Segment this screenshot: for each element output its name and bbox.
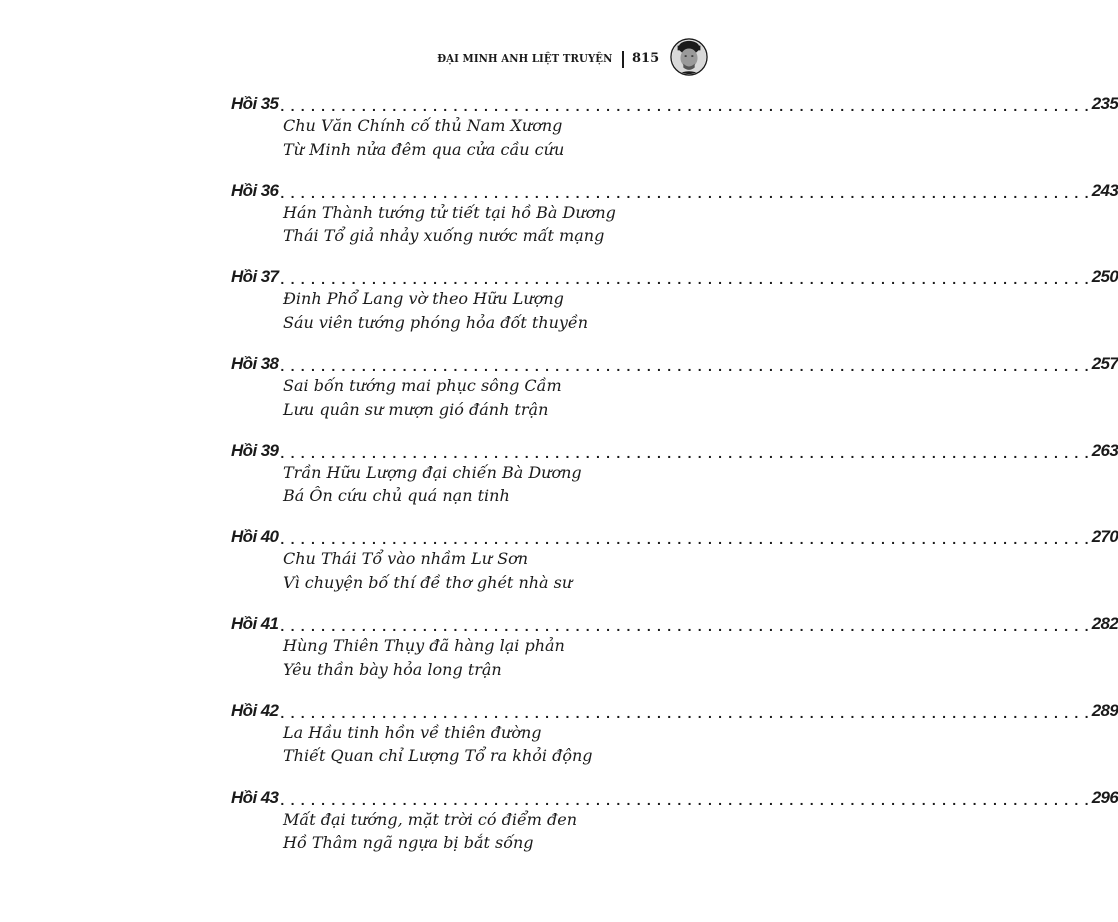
toc-entry-heading [231, 175, 1118, 201]
chapter-title-line: Sai bốn tướng mai phục sông Cầm [283, 376, 562, 396]
toc-entry [231, 88, 1118, 175]
dot-leader: . . . . . . . . . . . . . . . . . . . . . . . . . . . . . . . . . . . . . . . . . . . . . . . . . . . . . . . . . . . . . . . . . . . . . . . . . . . . . . . . [280, 531, 1090, 548]
dot-leader: . . . . . . . . . . . . . . . . . . . . . . . . . . . . . . . . . . . . . . . . . . . . . . . . . . . . . . . . . . . . . . . . . . . . . . . . . . . . . . . . [280, 444, 1090, 461]
chapter-title-line: Từ Minh nửa đêm qua cửa cầu cứu [283, 139, 565, 159]
chapter-title-line: Vì chuyện bố thí đề thơ ghét nhà sư [283, 572, 573, 592]
table-of-contents [231, 88, 1118, 868]
chapter-label: Hồi 35 [231, 94, 279, 113]
header-divider [622, 51, 624, 68]
chapter-title-line: Lưu quân sư mượn gió đánh trận [283, 399, 549, 419]
chapter-title-line: Trần Hữu Lượng đại chiến Bà Dương [283, 462, 582, 482]
chapter-title-line: Đinh Phổ Lang vờ theo Hữu Lượng [283, 289, 564, 309]
chapter-title-line: Bá Ôn cứu chủ quá nạn tinh [283, 486, 510, 506]
chapter-page-number: 257 [1091, 354, 1118, 374]
chapter-title-line: Sáu viên tướng phóng hỏa đốt thuyền [283, 312, 589, 332]
toc-entry-heading [231, 521, 1118, 548]
chapter-title-line: Thái Tổ giả nhảy xuống nước mất mạng [283, 226, 605, 246]
chapter-title-line: Hán Thành tướng tử tiết tại hồ Bà Dương [283, 202, 616, 222]
toc-entry-heading [231, 88, 1118, 114]
toc-entry [231, 175, 1118, 262]
chapter-page-number: 289 [1091, 700, 1118, 720]
dot-leader: . . . . . . . . . . . . . . . . . . . . . . . . . . . . . . . . . . . . . . . . . . . . . . . . . . . . . . . . . . . . . . . . . . . . . . . . . . . . . . . . [280, 184, 1090, 201]
dot-leader: . . . . . . . . . . . . . . . . . . . . . . . . . . . . . . . . . . . . . . . . . . . . . . . . . . . . . . . . . . . . . . . . . . . . . . . . . . . . . . . . [280, 704, 1090, 721]
toc-entry [231, 608, 1118, 695]
chapter-page-number: 296 [1091, 787, 1118, 807]
chapter-page-number: 270 [1091, 527, 1118, 547]
toc-entry-heading [231, 435, 1118, 461]
toc-entry [231, 348, 1118, 435]
chapter-page-number: 282 [1091, 614, 1118, 634]
chapter-title-line: Chu Thái Tổ vào nhầm Lư Sơn [283, 549, 529, 569]
dot-leader: . . . . . . . . . . . . . . . . . . . . . . . . . . . . . . . . . . . . . . . . . . . . . . . . . . . . . . . . . . . . . . . . . . . . . . . . . . . . . . . . [280, 358, 1090, 375]
dot-leader: . . . . . . . . . . . . . . . . . . . . . . . . . . . . . . . . . . . . . . . . . . . . . . . . . . . . . . . . . . . . . . . . . . . . . . . . . . . . . . . . [280, 98, 1090, 114]
author-portrait-icon [670, 38, 708, 76]
chapter-title-line: Mất đại tướng, mặt trời có điểm đen [283, 809, 578, 829]
toc-entry-heading [231, 782, 1118, 808]
dot-leader: . . . . . . . . . . . . . . . . . . . . . . . . . . . . . . . . . . . . . . . . . . . . . . . . . . . . . . . . . . . . . . . . . . . . . . . . . . . . . . . . [280, 618, 1090, 635]
toc-entry [231, 782, 1118, 869]
book-title: ĐẠI MINH ANH LIỆT TRUYỆN [436, 52, 612, 65]
chapter-label: Hồi 40 [231, 527, 279, 547]
chapter-title-line: Hồ Thâm ngã ngựa bị bắt sống [283, 833, 534, 852]
chapter-label: Hồi 43 [231, 787, 279, 807]
chapter-page-number: 263 [1091, 440, 1118, 460]
toc-entry [231, 435, 1118, 522]
chapter-label: Hồi 42 [231, 700, 279, 720]
toc-entry [231, 695, 1118, 782]
chapter-label: Hồi 38 [231, 354, 279, 374]
chapter-title-line: La Hầu tinh hồn về thiên đường [283, 722, 542, 742]
toc-entry-heading [231, 695, 1118, 721]
chapter-title-line: Chu Văn Chính cố thủ Nam Xương [283, 116, 563, 135]
chapter-label: Hồi 41 [231, 614, 279, 634]
dot-leader: . . . . . . . . . . . . . . . . . . . . . . . . . . . . . . . . . . . . . . . . . . . . . . . . . . . . . . . . . . . . . . . . . . . . . . . . . . . . . . . . [280, 271, 1090, 288]
chapter-page-number: 235 [1091, 94, 1118, 113]
dot-leader: . . . . . . . . . . . . . . . . . . . . . . . . . . . . . . . . . . . . . . . . . . . . . . . . . . . . . . . . . . . . . . . . . . . . . . . . . . . . . . . . [280, 791, 1090, 808]
chapter-label: Hồi 39 [231, 440, 279, 460]
toc-entry [231, 261, 1118, 348]
page-number: 815 [632, 51, 660, 66]
chapter-label: Hồi 37 [231, 267, 279, 287]
chapter-title-line: Yêu thần bày hỏa long trận [283, 659, 502, 679]
toc-entry-heading [231, 261, 1118, 288]
chapter-title-line: Hùng Thiên Thụy đã hàng lại phản [283, 636, 565, 656]
chapter-title-line: Thiết Quan chỉ Lượng Tổ ra khỏi động [283, 746, 593, 766]
toc-entry [231, 521, 1118, 608]
chapter-page-number: 250 [1091, 267, 1118, 287]
chapter-page-number: 243 [1091, 180, 1118, 200]
running-header [0, 38, 922, 88]
toc-entry-heading [231, 348, 1118, 375]
chapter-label: Hồi 36 [231, 180, 279, 200]
toc-entry-heading [231, 608, 1118, 635]
